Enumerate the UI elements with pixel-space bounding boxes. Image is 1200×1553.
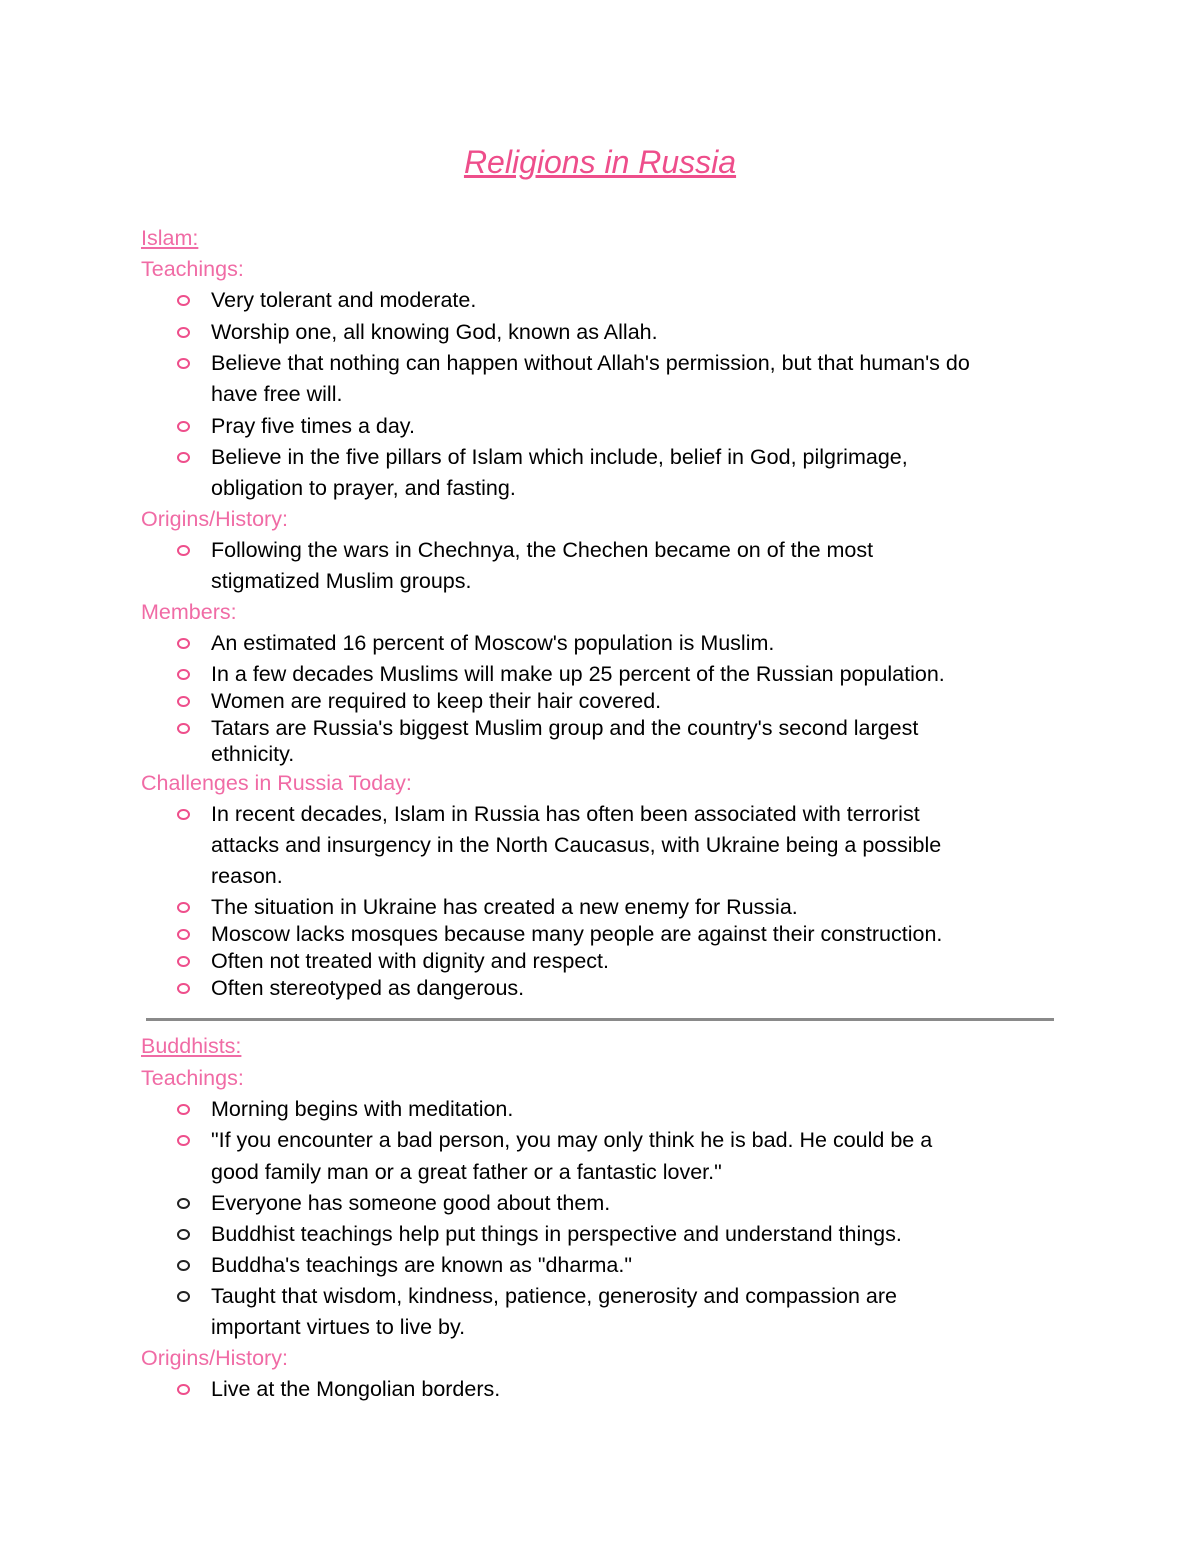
bullet-icon [176,920,190,948]
list-item: Taught that wisdom, kindness, patience, generosity and compassion are [211,1284,898,1308]
bullet-icon [176,349,190,377]
subheading-teachings: Teachings: [141,257,244,281]
list-item: Worship one, all knowing God, known as Allah. [211,320,658,344]
list-item-continuation: good family man or a great father or a fantastic lover." [211,1160,722,1184]
bullet-icon [176,800,190,828]
list-item-continuation: obligation to prayer, and fasting. [211,476,516,500]
bullet-icon [176,1375,190,1403]
list-item: Very tolerant and moderate. [211,288,477,312]
subheading-origins: Origins/History: [141,507,288,531]
list-item: Buddhist teachings help put things in perspective and understand things. [211,1222,902,1246]
list-item: The situation in Ukraine has created a new enemy for Russia. [211,895,798,919]
list-item-continuation: important virtues to live by. [211,1315,466,1339]
list-item: Believe in the five pillars of Islam which include, belief in God, pilgrimage, [211,445,908,469]
list-item-continuation: stigmatized Muslim groups. [211,569,472,593]
bullet-icon [176,318,190,346]
section-divider [146,1018,1054,1021]
bullet-icon [176,1251,190,1279]
bullet-icon [176,974,190,1002]
bullet-icon [176,714,190,742]
bullet-icon [176,1095,190,1123]
bullet-icon [176,947,190,975]
list-item: In a few decades Muslims will make up 25 percent of the Russian population. [211,662,945,686]
section-heading-buddhists: Buddhists: [141,1034,242,1058]
list-item: In recent decades, Islam in Russia has often been associated with terrorist [211,802,920,826]
list-item-continuation: reason. [211,864,283,888]
list-item-continuation: attacks and insurgency in the North Caucasus, with Ukraine being a possible [211,833,942,857]
subheading-challenges: Challenges in Russia Today: [141,771,412,795]
page-title: Religions in Russia [463,144,737,180]
list-item: Live at the Mongolian borders. [211,1377,501,1401]
bullet-icon [176,443,190,471]
list-item: Believe that nothing can happen without Allah's permission, but that human's do [211,351,970,375]
bullet-icon [176,286,190,314]
list-item: Following the wars in Chechnya, the Chechen became on of the most [211,538,874,562]
bullet-icon [176,412,190,440]
list-item: Often stereotyped as dangerous. [211,976,525,1000]
list-item-continuation: ethnicity. [211,742,295,766]
bullet-icon [176,1282,190,1310]
bullet-icon [176,1220,190,1248]
subheading-members: Members: [141,600,237,624]
subheading-teachings: Teachings: [141,1066,244,1090]
bullet-icon [176,1126,190,1154]
bullet-icon [176,660,190,688]
bullet-icon [176,536,190,564]
list-item: Morning begins with meditation. [211,1097,514,1121]
list-item: Women are required to keep their hair covered. [211,689,662,713]
bullet-icon [176,1189,190,1217]
list-item: Everyone has someone good about them. [211,1191,611,1215]
list-item: Pray five times a day. [211,414,415,438]
list-item: An estimated 16 percent of Moscow's population is Muslim. [211,631,775,655]
list-item: "If you encounter a bad person, you may only think he is bad. He could be a [211,1128,933,1152]
list-item: Moscow lacks mosques because many people are against their construction. [211,922,943,946]
list-item: Buddha's teachings are known as "dharma." [211,1253,632,1277]
section-heading-islam: Islam: [141,226,199,250]
list-item: Tatars are Russia's biggest Muslim group and the country's second largest [211,716,919,740]
bullet-icon [176,893,190,921]
subheading-origins: Origins/History: [141,1346,288,1370]
list-item-continuation: have free will. [211,382,343,406]
bullet-icon [176,629,190,657]
bullet-icon [176,687,190,715]
list-item: Often not treated with dignity and respect. [211,949,609,973]
